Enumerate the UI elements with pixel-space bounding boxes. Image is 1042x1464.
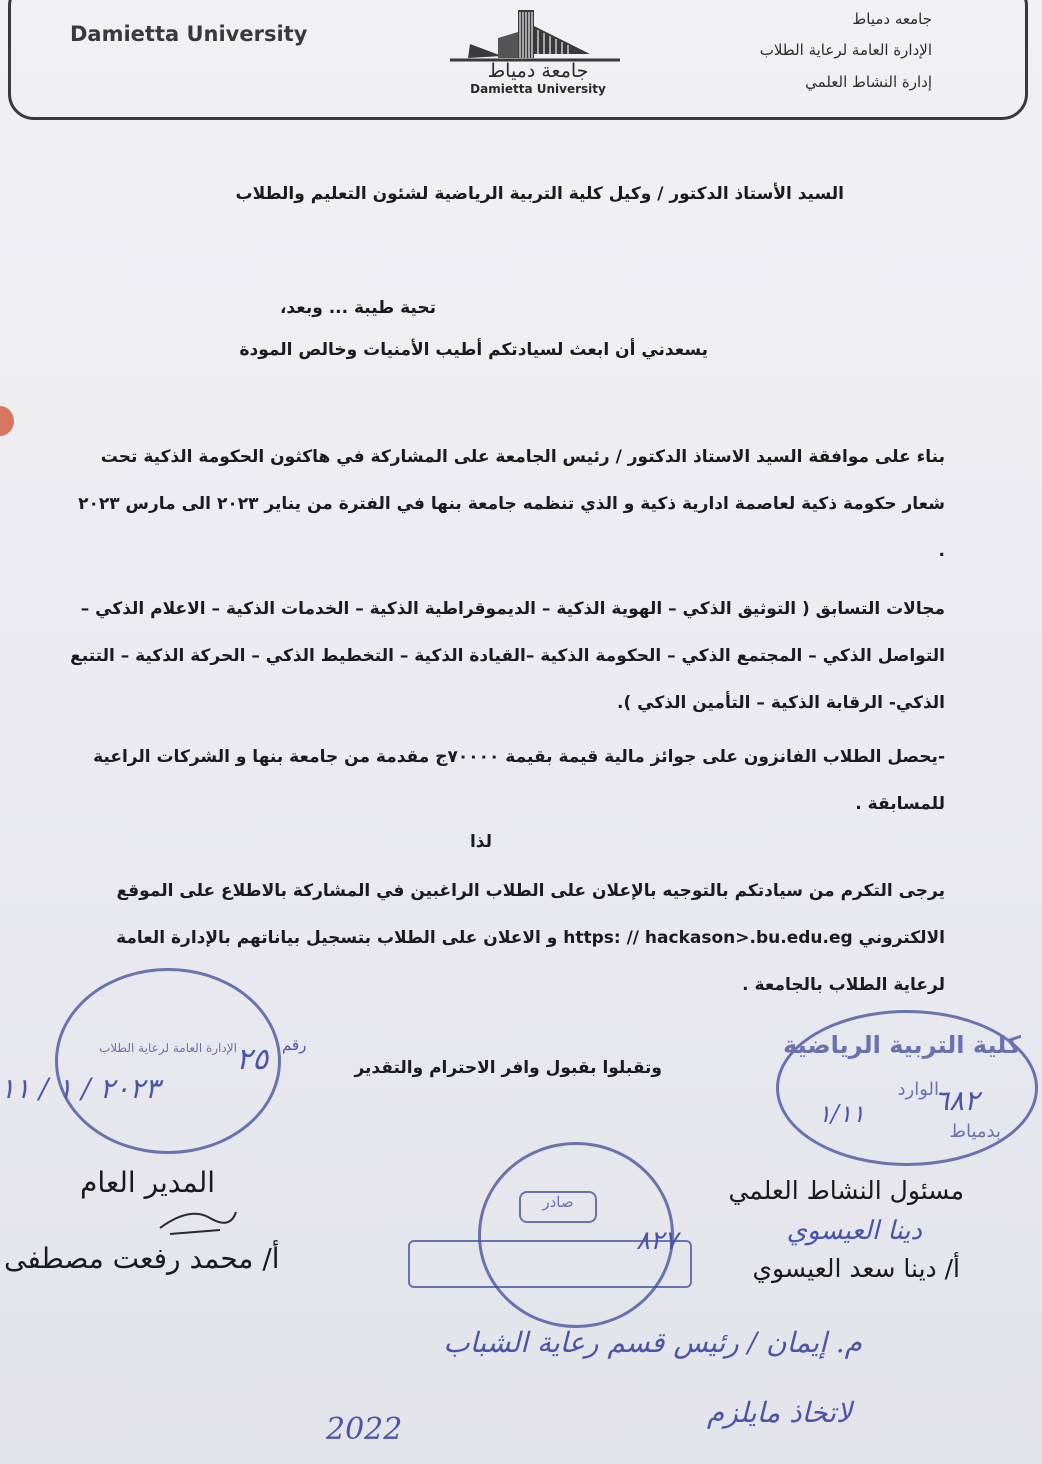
right-oval-stamp: [776, 1010, 1038, 1166]
right-stamp-number: ٦٨٢: [934, 1084, 980, 1117]
registration-url: https: // hackason>.bu.edu.eg: [563, 928, 853, 948]
closing-line: وتقبلوا بقبول وافر الاحترام والتقدير: [354, 1058, 662, 1078]
left-signatory-name: أ/ محمد رفعت مصطفى: [4, 1242, 280, 1275]
paragraph-fields: مجالات التسابق ( التوثيق الذكي – الهوية الذكية – الديموقراطية الذكية – الخدمات الذكية – الاعلام الذكي – التواصل الذكي – المجتمع الذكي – الحكومة الذكية –القيادة الذكية – التخطيط الذكي – الحركة الذكية – التتبع الذكي- الرقابة الذكية – التأمين الذكي ).: [70, 599, 945, 713]
therefore: لذا: [469, 832, 492, 852]
handwritten-note-line-2: لاتخاذ مايلزم: [706, 1396, 852, 1429]
request-text-before-url: يرجى التكرم من سيادتكم بالتوجيه بالإعلان على الطلاب الراغبين في المشاركة بالاطلاع على الموقع الالكتروني: [116, 881, 945, 948]
right-stamp-title: كلية التربية الرياضية: [783, 1031, 1021, 1059]
greeting: تحية طيبة ... وبعد،: [279, 298, 436, 318]
left-signature-scribble-icon: [150, 1200, 240, 1240]
right-stamp-sub: الوارد: [897, 1079, 939, 1100]
handwritten-note-date: 2022: [326, 1412, 403, 1447]
middle-stamp-label: صادر: [519, 1191, 597, 1223]
addressee: السيد الأستاذ الدكتور / وكيل كلية التربية الرياضية لشئون التعليم والطلاب: [235, 184, 844, 204]
left-stamp-text: الإدارة العامة لرعاية الطلاب: [99, 1041, 237, 1055]
header-org-line-1: جامعه دمياط: [852, 10, 932, 28]
middle-stamp-number: ٨٢٧: [636, 1226, 678, 1256]
left-signatory-title: المدير العام: [80, 1166, 216, 1199]
handwritten-note-line-1: م. إيمان / رئيس قسم رعاية الشباب: [443, 1326, 862, 1359]
right-stamp-city: بدمياط: [949, 1121, 1001, 1142]
left-stamp-number: ٢٥: [236, 1042, 269, 1077]
university-name-en: Damietta University: [70, 22, 308, 46]
right-signatory-name: أ/ دينا سعد العيسوي: [752, 1254, 960, 1283]
hole-punch-mark: [0, 406, 14, 436]
paragraph-approval: بناء على موافقة السيد الاستاذ الدكتور / رئيس الجامعة على المشاركة في هاكثون الحكومة الذكية تحت شعار حكومة ذكية لعاصمة ادارية ذكية و الذي تنظمه جامعة بنها في الفترة من يناير ٢٠٢٣ الى مارس ٢٠٢٣ .: [78, 447, 945, 561]
request-text-after-url: و الاعلان على الطلاب بتسجيل بياناتهم بالإدارة العامة لرعاية الطلاب بالجامعة .: [116, 928, 945, 995]
logo-arabic-text: جامعة دمياط: [487, 60, 589, 82]
left-stamp-number-label: رقم: [282, 1036, 307, 1054]
right-handwritten-signature: دينا العيسوي: [786, 1216, 922, 1246]
left-stamp-date: ٢٠٢٣ / ١ / ١١: [0, 1072, 160, 1105]
paragraph-prizes: -يحصل الطلاب الفانزون على جوائز مالية قيمة بقيمة ٧٠٠٠٠ج مقدمة من جامعة بنها و الشركات الراعية للمسابقة .: [93, 747, 945, 814]
logo-english-text: Damietta University: [470, 82, 606, 96]
wishes: يسعدني أن ابعث لسيادتكم أطيب الأمنيات وخالص المودة: [239, 340, 708, 360]
header-org-line-2: الإدارة العامة لرعاية الطلاب: [759, 41, 932, 59]
right-signatory-title: مسئول النشاط العلمي: [728, 1176, 964, 1205]
header-org-line-3: إدارة النشاط العلمي: [805, 73, 932, 91]
right-stamp-date: ١/١١: [818, 1100, 865, 1128]
